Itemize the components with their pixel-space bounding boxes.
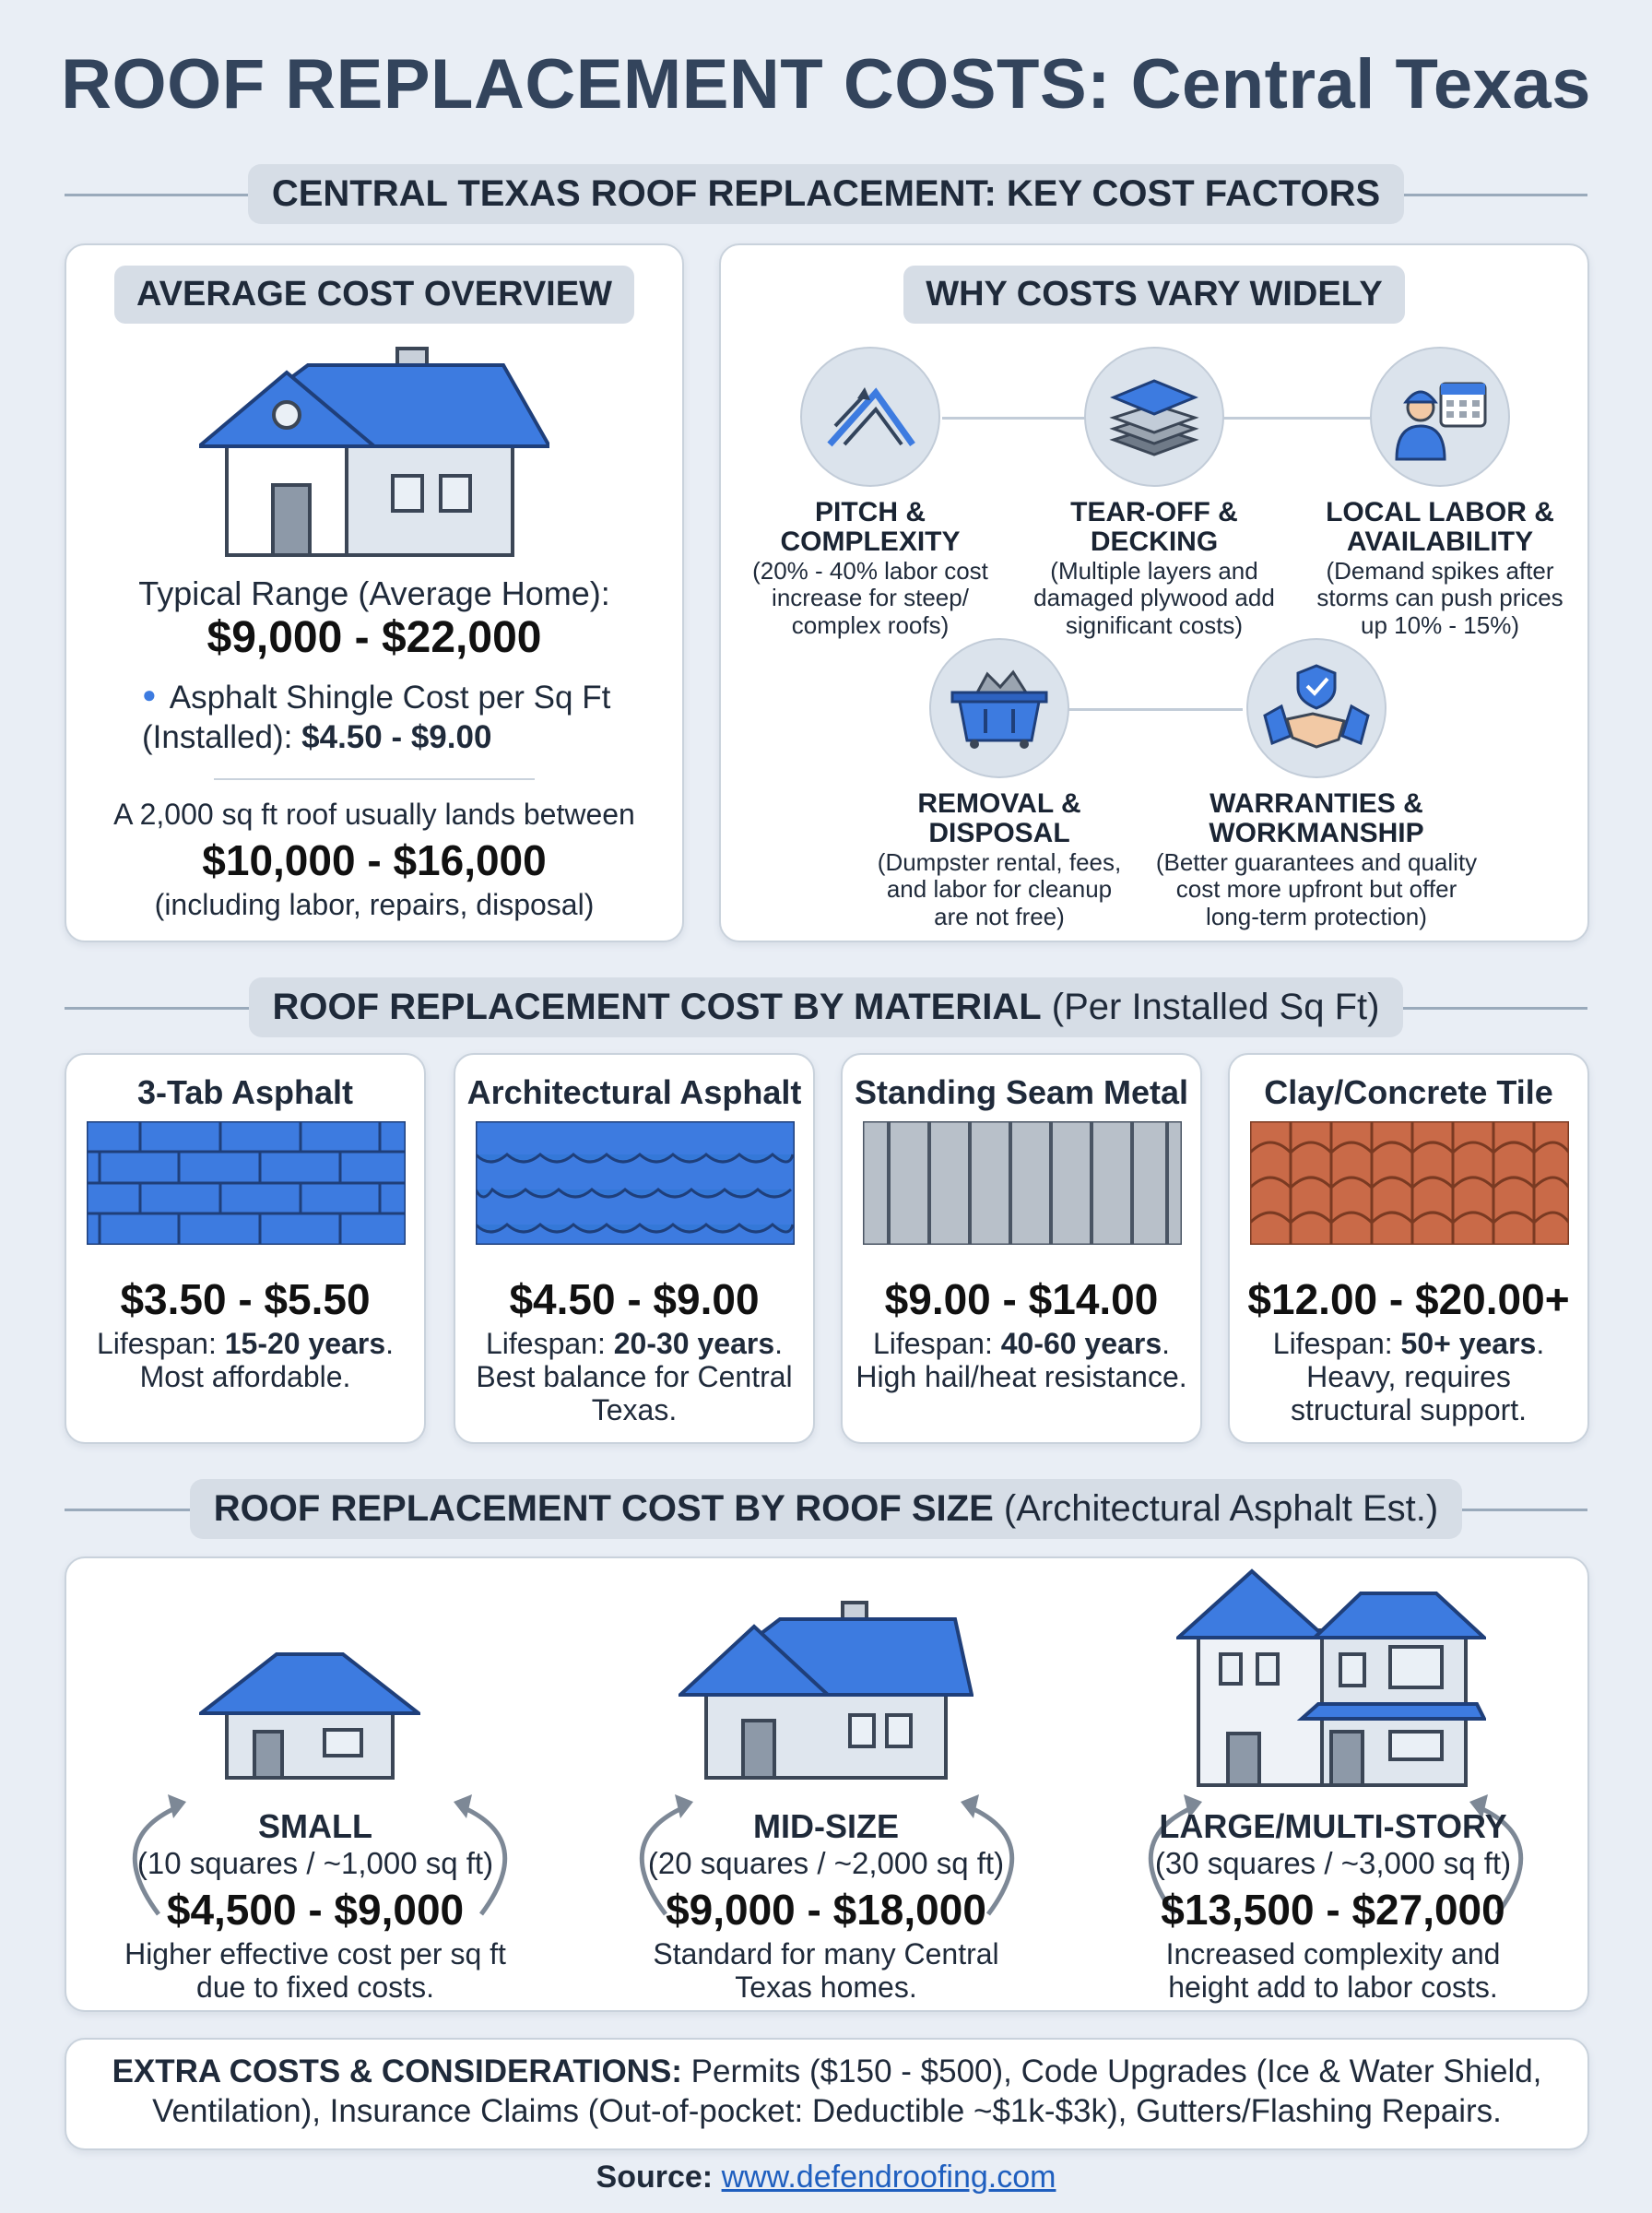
material-card-3tab — [65, 1053, 426, 1444]
source-line — [0, 2160, 1652, 2195]
section-title: ROOF REPLACEMENT COST BY ROOF SIZE (Architectural Asphalt Est.) — [190, 1479, 1462, 1539]
material-card-tile — [1228, 1053, 1589, 1444]
range-label: Typical Range (Average Home): — [138, 574, 610, 612]
tile-swatch — [1250, 1121, 1569, 1245]
source-link[interactable]: www.defendroofing.com — [721, 2160, 1056, 2195]
architectural-shingle-swatch — [476, 1121, 795, 1245]
roof-pitch-icon — [800, 347, 940, 487]
bullet-dot-icon: ● — [142, 680, 157, 708]
material-name: 3-Tab Asphalt — [136, 1073, 354, 1111]
material-price: $4.50 - $9.00 — [509, 1275, 760, 1323]
material-name: Clay/Concrete Tile — [1264, 1073, 1553, 1111]
worker-calendar-icon — [1370, 347, 1510, 487]
range-value: $9,000 - $22,000 — [206, 613, 542, 662]
example-note: (including labor, repairs, disposal) — [154, 888, 595, 921]
material-price: $3.50 - $5.50 — [120, 1275, 371, 1323]
size-mid: MID-SIZE (20 squares / ~2,000 sq ft) $9,000 - $18,000 Standard for many Central Texas homes. — [647, 1807, 1005, 2004]
example-label: A 2,000 sq ft roof usually lands between — [113, 798, 635, 831]
section-header-key-factors — [65, 157, 1587, 231]
material-desc: Lifespan: 20-30 years. Best balance for Central Texas. — [476, 1327, 793, 1426]
overview-card — [65, 243, 684, 942]
material-price: $9.00 - $14.00 — [884, 1275, 1159, 1323]
size-large: LARGE/MULTI-STORY (30 squares / ~3,000 sq ft) $13,500 - $27,000 Increased complexity and height add to labor costs. — [1154, 1807, 1512, 2004]
connector-line — [1068, 708, 1243, 711]
section-header-material — [65, 970, 1587, 1044]
factor-tearoff: TEAR-OFF & DECKING (Multiple layers and damaged plywood add significant costs) — [1033, 497, 1275, 640]
extra-costs-text: EXTRA COSTS & CONSIDERATIONS: Permits ($150 - $500), Code Upgrades (Ice & Water Shield, Ventilation), Insurance Claims (Out-of-pocket: Deductible ~$1k-$3k), Gutters/Flashing Repairs. — [112, 2053, 1542, 2129]
dumpster-icon — [929, 638, 1069, 778]
material-name: Standing Seam Metal — [854, 1073, 1189, 1111]
size-card — [65, 1556, 1589, 2012]
handshake-shield-icon — [1246, 638, 1386, 778]
size-small: SMALL (10 squares / ~1,000 sq ft) $4,500 - $9,000 Higher effective cost per sq ft due to fixed costs. — [124, 1807, 506, 2004]
material-desc: Lifespan: 50+ years. Heavy, requires structural support. — [1272, 1327, 1545, 1426]
source-label: Source: — [596, 2160, 714, 2195]
overview-title: AVERAGE COST OVERVIEW — [114, 266, 634, 324]
section-header-size — [65, 1472, 1587, 1545]
why-title: WHY COSTS VARY WIDELY — [903, 266, 1404, 324]
extra-costs-card — [65, 2038, 1589, 2150]
metal-seam-swatch — [863, 1121, 1182, 1245]
section-title: CENTRAL TEXAS ROOF REPLACEMENT: KEY COST FACTORS — [248, 164, 1404, 224]
material-card-architectural — [454, 1053, 815, 1444]
material-card-metal — [841, 1053, 1202, 1444]
material-desc: Lifespan: 15-20 years. Most affordable. — [96, 1327, 395, 1393]
house-icon — [199, 337, 549, 559]
factor-removal: REMOVAL & DISPOSAL (Dumpster rental, fees, and labor for cleanup are not free) — [877, 788, 1122, 931]
material-desc: Lifespan: 40-60 years. High hail/heat resistance. — [856, 1327, 1187, 1393]
page-title: ROOF REPLACEMENT COSTS: Central Texas — [61, 45, 1591, 124]
material-price: $12.00 - $20.00+ — [1247, 1275, 1570, 1323]
asphalt-bullet: ● Asphalt Shingle Cost per Sq Ft (Installed): $4.50 - $9.00 — [142, 680, 611, 755]
3tab-shingle-swatch — [87, 1121, 406, 1245]
material-name: Architectural Asphalt — [466, 1073, 802, 1111]
example-value: $10,000 - $16,000 — [202, 836, 547, 884]
factor-pitch: PITCH & COMPLEXITY (20% - 40% labor cost increase for steep/ complex roofs) — [752, 497, 988, 640]
factor-labor: LOCAL LABOR & AVAILABILITY (Demand spikes after storms can push prices up 10% - 15%) — [1316, 497, 1564, 640]
factor-warranty: WARRANTIES & WORKMANSHIP (Better guarantees and quality cost more upfront but offer long-term protection) — [1155, 788, 1478, 931]
why-card — [719, 243, 1589, 942]
layers-icon — [1084, 347, 1224, 487]
divider — [214, 778, 535, 780]
section-title: ROOF REPLACEMENT COST BY MATERIAL (Per Installed Sq Ft) — [249, 977, 1404, 1037]
